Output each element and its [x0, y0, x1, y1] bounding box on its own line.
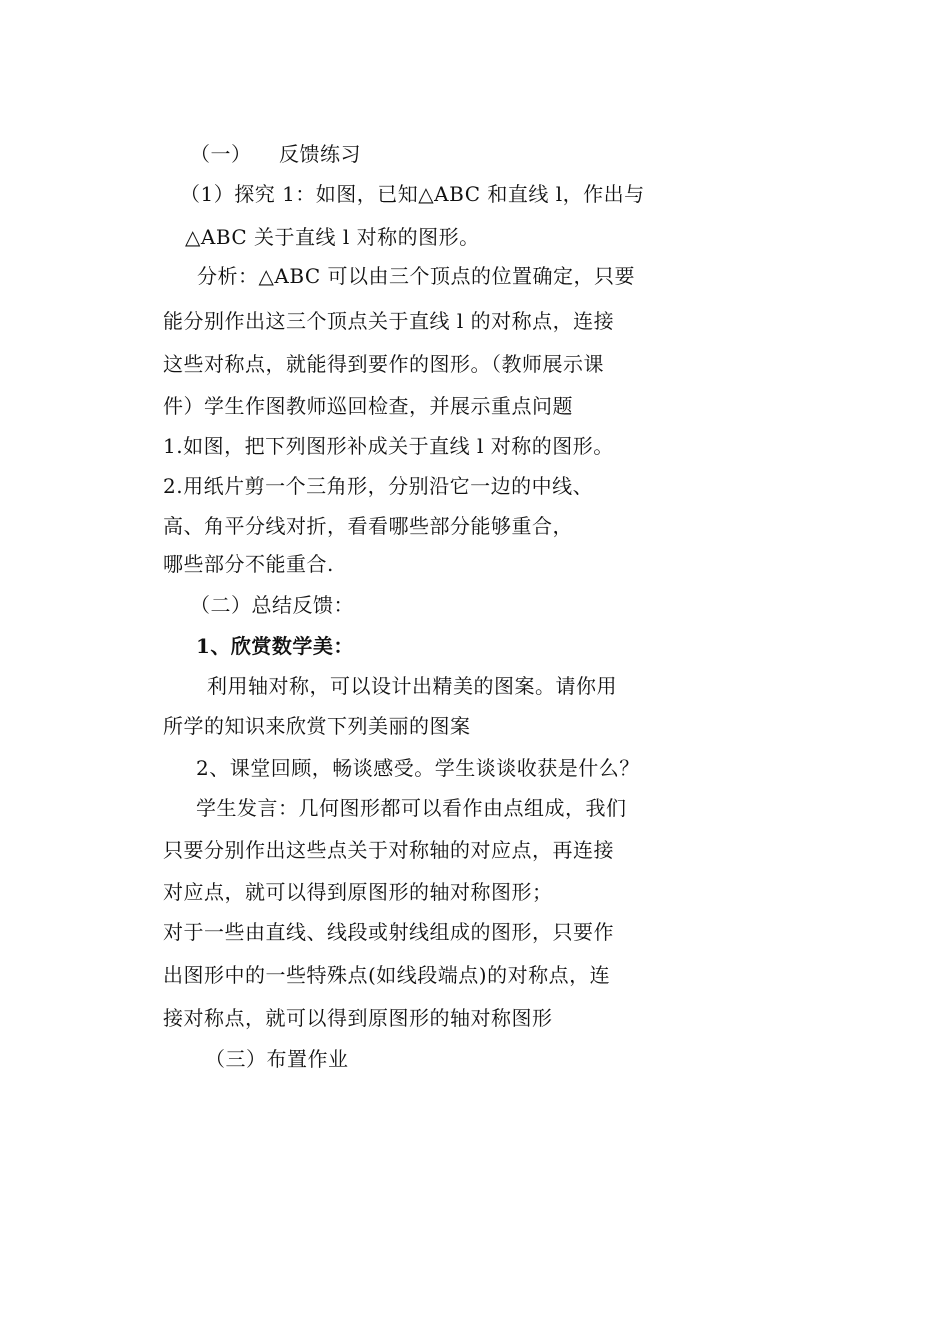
exercise-2-line2: 高、角平分线对折，看看哪些部分能够重合， [163, 514, 573, 538]
analysis-line4: 件）学生作图教师巡回检查，并展示重点问题 [163, 394, 573, 418]
student-speech-line3: 对应点，就可以得到原图形的轴对称图形； [163, 880, 553, 904]
exercise-2-line1: 2.用纸片剪一个三角形，分别沿它一边的中线、 [163, 474, 594, 498]
explore1-line2: △ABC 关于直线 l 对称的图形。 [185, 225, 480, 249]
section-three-heading: （三）布置作业 [205, 1047, 349, 1071]
section-two-heading: （二）总结反馈： [190, 593, 354, 617]
subsection-1-text-line1: 利用轴对称，可以设计出精美的图案。请你用 [207, 674, 617, 698]
subsection-1-heading: 1、欣赏数学美： [196, 634, 354, 658]
student-speech-line4: 对于一些由直线、线段或射线组成的图形，只要作 [163, 920, 614, 944]
analysis-line3: 这些对称点，就能得到要作的图形。（教师展示课 [163, 352, 604, 376]
section-one-number: （一） [190, 142, 252, 166]
student-speech-line6: 接对称点，就可以得到原图形的轴对称图形 [163, 1006, 553, 1030]
student-speech-line2: 只要分别作出这些点关于对称轴的对应点，再连接 [163, 838, 614, 862]
student-speech-line5: 出图形中的一些特殊点(如线段端点)的对称点，连 [163, 963, 611, 987]
explore1-line1: （1）探究 1：如图，已知△ABC 和直线 l，作出与 [180, 182, 645, 206]
section-one-title: 反馈练习 [279, 142, 361, 166]
analysis-line1: 分析：△ABC 可以由三个顶点的位置确定，只要 [197, 264, 636, 288]
exercise-1: 1.如图，把下列图形补成关于直线 l 对称的图形。 [163, 434, 614, 458]
exercise-2-line3: 哪些部分不能重合. [163, 552, 334, 576]
student-speech-line1: 学生发言：几何图形都可以看作由点组成，我们 [196, 796, 627, 820]
subsection-2-heading: 2、课堂回顾，畅谈感受。学生谈谈收获是什么？ [196, 756, 640, 780]
analysis-line2: 能分别作出这三个顶点关于直线 l 的对称点，连接 [163, 309, 615, 333]
subsection-1-text-line2: 所学的知识来欣赏下列美丽的图案 [163, 714, 471, 738]
